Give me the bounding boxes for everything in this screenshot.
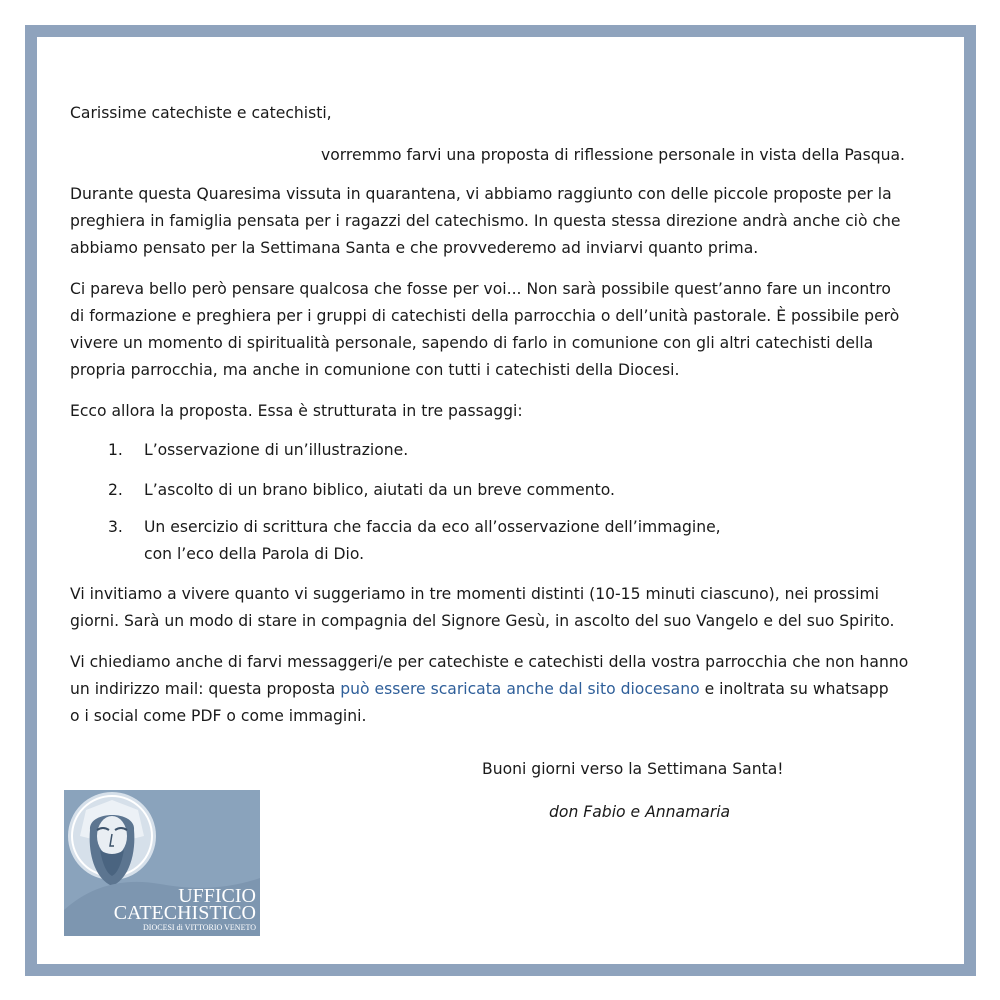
paragraph-proposta: Ecco allora la proposta. Essa è strutturata in tre passaggi: bbox=[70, 402, 523, 420]
list-text: L’ascolto di un brano biblico, aiutati da un breve commento. bbox=[144, 481, 615, 499]
paragraph-line: vivere un momento di spiritualità personale, sapendo di farlo in comunione con gli altri catechisti della bbox=[70, 334, 874, 352]
paragraph-line: Durante questa Quaresima vissuta in quarantena, vi abbiamo raggiunto con delle piccole proposte per la bbox=[70, 185, 892, 203]
ufficio-catechistico-logo bbox=[64, 790, 260, 936]
list-item bbox=[108, 477, 615, 504]
paragraph-line bbox=[70, 676, 930, 703]
signature: don Fabio e Annamaria bbox=[549, 803, 731, 821]
paragraph-line: Vi invitiamo a vivere quanto vi suggeriamo in tre momenti distinti (10-15 minuti ciascuno), nei prossimi bbox=[70, 585, 880, 603]
paragraph-line: giorni. Sarà un modo di stare in compagnia del Signore Gesù, in ascolto del suo Vangelo e del suo Spirito. bbox=[70, 612, 895, 630]
intro-line: vorremmo farvi una proposta di riflessione personale in vista della Pasqua. bbox=[321, 146, 906, 164]
paragraph-line: di formazione e preghiera per i gruppi di catechisti della parrocchia o dell’unità pastorale. È possibile però bbox=[70, 307, 900, 325]
list-number: 1. bbox=[108, 441, 123, 459]
paragraph-line: propria parrocchia, ma anche in comunione con tutti i catechisti della Diocesi. bbox=[70, 361, 680, 379]
paragraph-line: Vi chiediamo anche di farvi messaggeri/e per catechiste e catechisti della vostra parrocchia che non hanno bbox=[70, 653, 909, 671]
diocese-site-link[interactable]: può essere scaricata anche dal sito diocesano bbox=[340, 680, 700, 698]
paragraph-line: Ci pareva bello però pensare qualcosa che fosse per voi... Non sarà possibile quest’anno fare un incontro bbox=[70, 280, 891, 298]
text-fragment: e inoltrata su whatsapp bbox=[699, 680, 889, 698]
list-item bbox=[108, 437, 408, 464]
list-text bbox=[144, 514, 721, 568]
logo-title-ufficio: UFFICIO bbox=[178, 885, 256, 907]
list-number: 2. bbox=[108, 481, 123, 499]
greeting: Carissime catechiste e catechisti, bbox=[70, 104, 332, 122]
logo-title-catechistico: CATECHISTICO bbox=[113, 902, 256, 924]
paragraph-line: preghiera in famiglia pensata per i ragazzi del catechismo. In questa stessa direzione andrà anche ciò che bbox=[70, 212, 901, 230]
list-text: L’osservazione di un’illustrazione. bbox=[144, 441, 409, 459]
list-item bbox=[108, 514, 721, 568]
closing-line: Buoni giorni verso la Settimana Santa! bbox=[482, 760, 784, 778]
list-text-line: Un esercizio di scrittura che faccia da eco all’osservazione dell’immagine, bbox=[144, 518, 721, 536]
paragraph-line: o i social come PDF o come immagini. bbox=[70, 707, 367, 725]
list-text-line: con l’eco della Parola di Dio. bbox=[144, 545, 365, 563]
paragraph-line: abbiamo pensato per la Settimana Santa e che provvederemo ad inviarvi quanto prima. bbox=[70, 239, 759, 257]
text-fragment: un indirizzo mail: questa proposta bbox=[70, 680, 341, 698]
list-number: 3. bbox=[108, 518, 123, 536]
logo-subtitle: DIOCESI di VITTORIO VENETO bbox=[143, 923, 256, 932]
